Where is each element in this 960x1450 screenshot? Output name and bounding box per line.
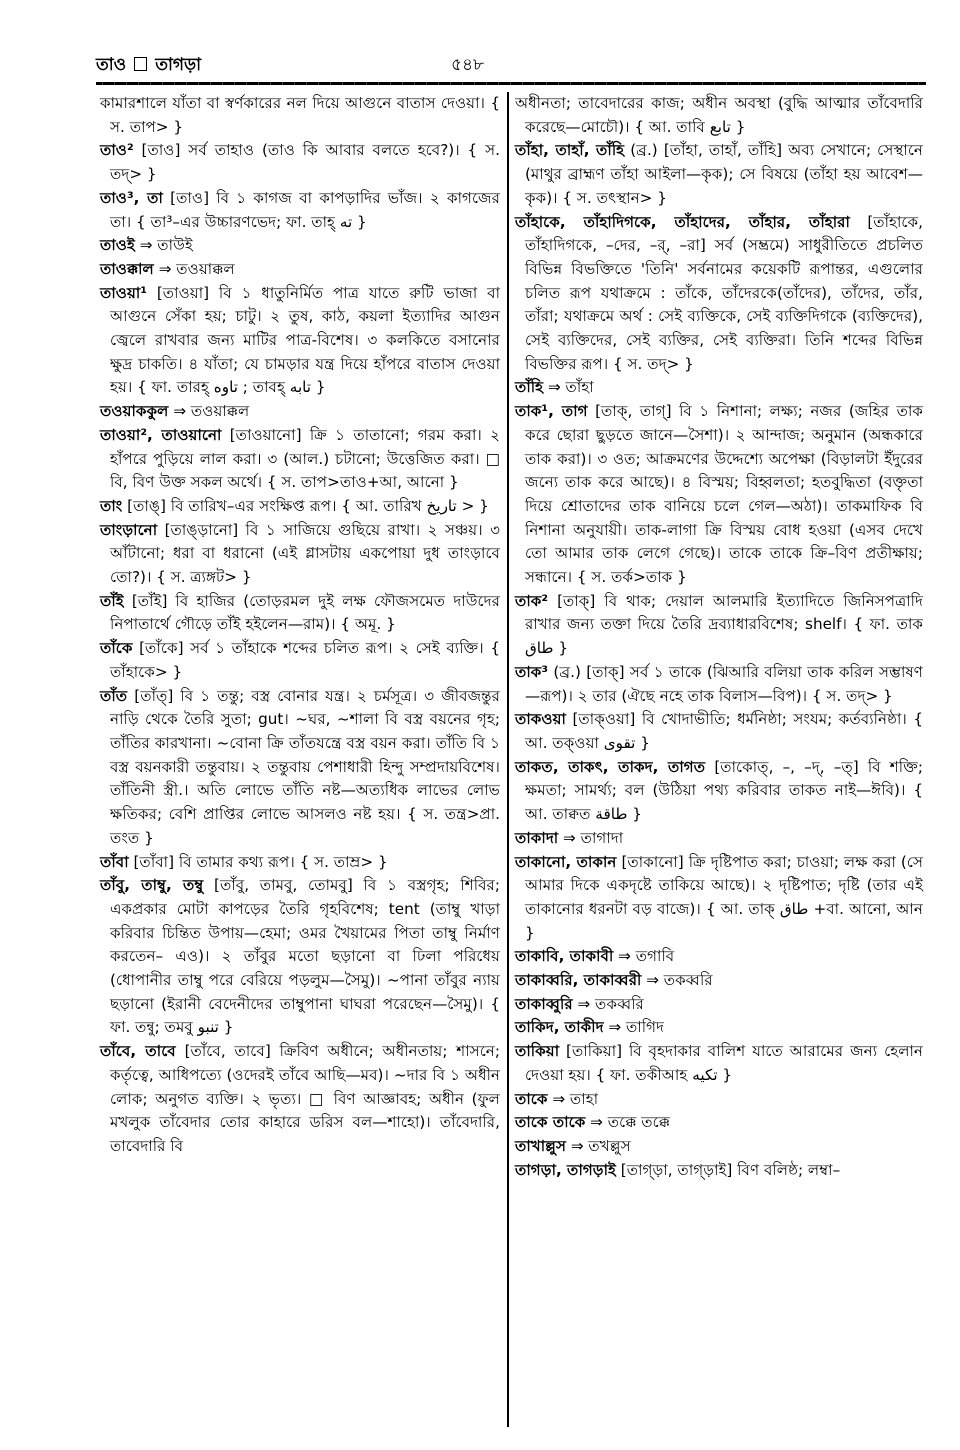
headword: তাওক্কাল [100,259,154,278]
dictionary-entry [100,424,500,495]
dictionary-entry [100,92,500,139]
dictionary-entry [515,851,923,946]
headword: তাকে তাকে [515,1113,586,1132]
entry-definition: অধীনতা; তাবেদারের কাজ; অধীন অবস্থা (বুদ্ধি আত্মার তাঁবেদারি করেছে—মোচৌ)। { আ. তাবি تابع } [515,94,923,136]
entry-definition: ⇒ তাহা [547,1089,599,1108]
square-separator-icon [134,57,147,71]
headword: তাও² [100,141,134,160]
dictionary-entry [515,708,923,755]
entry-definition: ⇒ তওয়াক্কল [168,402,250,421]
dictionary-entry [100,637,500,684]
headword: তাকানো, তাকান [515,852,617,871]
headword: তাঁহাকে, তাঁহাদিগকে, তাঁহাদের, তাঁহার, তাঁহারা [515,212,850,231]
headword: তাক¹, তাগ [515,402,588,421]
headword: তাকে [515,1089,548,1108]
entry-definition: [তাঁকে] সর্ব ১ তাঁহাকে শব্দের চলিত রূপ। ২ সেই ব্যক্তি। { তাঁহাকে> } [110,639,500,681]
entry-definition: ⇒ তকব্বরি [641,971,713,990]
headword: তাগড়া, তাগড়াই [515,1160,616,1179]
headword: তাঁহি [515,378,544,397]
headword: তাঁহা, তাহাঁ, তাঁহি [515,141,625,160]
entry-definition: [তাঁহাকে, তাঁহাদিগকে, –দের, –র্, –রা] সর্ব (সম্ভ্রমে) সাধুরীতিতে প্রচলিত বিভিন্ন বিভক্তিতে 'তিনি' সর্বনামের কয়েকটি রূপান্তর, এগুলোর চলিত রূপ যথাক্রমে : তাঁকে, তাঁদেরকে(তাঁদের), তাঁদের, তাঁর, তাঁরা; যথাক্রমে অর্থ : সেই ব্যক্তিকে, সেই ব্যক্তিদিগকে (ব্যক্তিদের), সেই ব্যক্তিদের, সেই ব্যক্তির, সেই ব্যক্তিরা। তিনি শব্দের বিভিন্ন বিভক্তির রূপ। { স. তদ্> } [525,212,923,373]
entry-definition: [তাকোত্, –, –দ্, –ত্] বি শক্তি; ক্ষমতা; সামর্থ্য; বল (উঠিয়া পথ্য করিবার তাকত নাই—ঈবি)। { আ. তাক্বত طاقة } [525,757,924,824]
entry-definition: ⇒ তাঁহা [543,378,594,397]
dictionary-entry [515,1159,923,1183]
entry-definition: [তাও] বি ১ কাগজ বা কাপড়াদির ভাঁজ। ২ কাগজের তা। { তা³–এর উচ্চারণভেদ; ফা. তাহ্ ته } [110,188,500,231]
dictionary-entry [100,590,500,637]
entry-definition: [তাকিয়া] বি বৃহদাকার বালিশ যাতে আরামের জন্য হেলান দেওয়া হয়। { ফা. তকীআহ تکیه } [525,1042,923,1084]
entry-definition: [তাঁই] বি হাজির (তোড়রমল দুই লক্ষ ফৌজসমেত দাউদের নিপাতার্থে গৌড়ে তাঁই হইলেন—রাম)। { অমূ. } [110,591,500,634]
headword: তাঁবা [100,852,129,871]
entry-definition: ⇒ তক্কে তক্কে [585,1113,670,1132]
dictionary-entry [100,187,500,234]
headword: তাকিদ, তাকীদ [515,1018,604,1037]
left-column [100,92,500,1159]
dictionary-entry [515,376,923,400]
entry-definition: ⇒ তাগিদ [603,1018,665,1037]
entry-definition: [তাঙ্] বি তারিখ–এর সংক্ষিপ্ত রূপ। { আ. তারিখ تاریخ > } [122,496,489,515]
entry-definition: [তাঁবু, তামবু, তোমবু] বি ১ বস্ত্রগৃহ; শিবির; একপ্রকার মোটা কাপড়ের তৈরি গৃহবিশেষ; tent (তাম্বু খাড়া করিবার চিন্তিত উপায়—হেমা; ওমর খৈয়ামের পিতা তাম্বু নির্মাণ করতেন– এও)। ২ তাঁবুর মতো ছড়ানো বা ঢিলা পরিধেয় (ধোপানীর তাম্বু পরে বেরিয়ে পড়লুম—সৈমু)। ~পানা তাঁবুর ন্যায় ছড়ানো (ইরানী বেদেনীদের তাম্বুপানা ঘাঘরা পরেছেন—সৈমু)। { ফা. তন্বু; তমবু تنبو } [110,876,500,1037]
page-number: ৫৪৮ [451,55,485,75]
headword: তাকওয়া [515,710,566,729]
headword: তাও³, তা [100,188,163,207]
entry-definition: [তাক্] বি থাক; দেয়াল আলমারি ইত্যাদিতে জিনিসপত্রাদি রাখার জন্য তক্তা দিয়ে তৈরি দ্রব্যাধারবিশেষ; shelf। { ফা. তাক طاق } [525,591,923,658]
dictionary-entry [100,258,500,282]
dictionary-entry [515,756,923,827]
entry-definition: ⇒ তকব্বরি [572,994,644,1013]
headword: তাক³ [515,662,549,681]
dictionary-entry [100,234,500,258]
dictionary-entry [515,827,923,851]
headword: তাঁকে [100,639,133,658]
entry-definition: [তাঁবা] বি তামার কথ্য রূপ। { স. তাম্র> } [128,852,388,871]
headword: তাঁবে, তাবে [100,1042,176,1061]
page-header [96,52,921,82]
dictionary-entry [515,1040,923,1087]
entry-definition: ⇒ তাগাদা [558,828,624,847]
headword: তাওয়া², তাওয়ানো [100,425,222,444]
headword: তাকাবি, তাকাবী [515,947,614,966]
entry-definition: (ব্র.) [তাক্] সর্ব ১ তাকে (ঝিআরি বলিয়া তাক করিল সম্ভাষণ—রূপ)। ২ তার (ঐছে নহে তাক বিলাস—বিপ)। { স. তদ্> } [525,662,923,705]
entry-definition: [তাওয়া] বি ১ ধাতুনির্মিত পাত্র যাতে রুটি ভাজা বা আগুনে সেঁকা হয়; চাটু। ২ তুষ, কাঠ, কয়লা ইত্যাদির আগুন জ্বেলে রাখবার জন্য মাটির পাত্র-বিশেষ। ৩ কলকিতে বসানোর ক্ষুদ্র চাকতি। ৪ যাঁতা; যে চামড়ার যন্ত্র দিয়ে হাঁপরে বাতাস দেওয়া হয়। { ফা. তারহ্ تاوه ; তাবহ্ تابه } [110,283,500,397]
dictionary-entry [515,945,923,969]
dictionary-entry [100,519,500,590]
dictionary-entry [100,139,500,186]
dictionary-entry [100,874,500,1040]
entry-definition: (ব্র.) [তাঁহা, তাহাঁ, তাঁহি] অব্য সেখানে; সেস্থানে (মাথুর ব্রাহ্মণ তাঁহা আইলা—কৃক); সে বিষয়ে (তাঁহা হয় আবেশ—কৃক)। { স. তৎস্থান> } [525,141,923,207]
headword: তাঁই [100,591,124,610]
headword: তাওয়া¹ [100,283,147,302]
entry-definition: [তাক্ওয়া] বি খোদাভীতি; ধর্মনিষ্ঠা; সংযম; কর্তব্যনিষ্ঠা। { আ. তক্ওয়া تقوی } [525,710,923,752]
headword: তাকত, তাকৎ, তাকদ, তাগত [515,757,706,776]
headword: তাওই [100,236,135,255]
dictionary-entry [515,661,923,708]
entry-definition: ⇒ তাউই [134,236,193,255]
dictionary-entry [100,400,500,424]
entry-definition: [তাঁত্] বি ১ তন্তু; বস্ত্র বোনার যন্ত্র। ২ চর্মসূত্র। ৩ জীবজন্তুর নাড়ি থেকে তৈরি সুতা; gut। ~ঘর, ~শালা বি বস্ত্র বয়নের গৃহ; তাঁতির কারখানা। ~বোনা ক্রি তাঁতযন্ত্রে বস্ত্র বয়ন করা। তাঁতি বি ১ বস্ত্র বয়নকারী তন্তুবায়। ২ তন্তুবায় পেশাধারী হিন্দু সম্প্রদায়বিশেষ। তাঁতিনী স্ত্রী.। অতি লোভে তাঁতি নষ্ট—অত্যধিক লাভের লোভ ক্ষতিকর; বেশি প্রাপ্তির লোভে আসলও নষ্ট হয়। { স. তন্ত্র>প্রা. তংত } [110,686,500,847]
right-column [515,92,923,1182]
column-divider [507,92,509,1427]
entry-definition: [তাকানো] ক্রি দৃষ্টিপাত করা; চাওয়া; লক্ষ করা (সে আমার দিকে একদৃষ্টে তাকিয়ে আছে)। ২ দৃষ্টিপাত; দৃষ্টি (তার এই তাকানোর ধরনটা বড় বাজে)। { আ. তাক্ طاق +বা. আনো, আন } [525,852,923,942]
headword: তাকাব্বরি, তাকাব্বরী [515,971,642,990]
dictionary-entry [515,1016,923,1040]
guide-words [96,52,201,80]
dictionary-entry [100,851,500,875]
headword: তওয়াককুল [100,402,169,421]
entry-definition: ⇒ তখল্লুস [566,1136,631,1155]
dictionary-entry [515,993,923,1017]
entry-definition: [তাঁবে, তাবে] ক্রিবিণ অধীনে; অধীনতায়; শাসনে; কর্তৃত্বে, আধিপত্যে (ওদেরই তাঁবে আছি—মব)। ~দার বি ১ অধীন লোক; অনুগত ব্যক্তি। ২ ভৃত্য। □ বিণ আজ্ঞাবহ; অধীন (ফুল মখলুক তাঁবেদার তোর কাহারে ডরিস বল—শাহো)। তাঁবেদারি, তাবেদারি বি [110,1042,500,1155]
dictionary-entry [515,400,923,590]
entry-definition: [তাওয়ানো] ক্রি ১ তাতানো; গরম করা। ২ হাঁপরে পুড়িয়ে লাল করা। ৩ (আল.) চটানো; উত্তেজিত করা। □ বি, বিণ উক্ত সকল অর্থে। { স. তাপ>তাও+আ, আনো } [110,425,500,492]
dictionary-entry [515,92,923,139]
dictionary-entry [515,211,923,377]
headword: তাক² [515,591,549,610]
dictionary-entry [100,1040,500,1159]
headword: তাং [100,496,123,515]
dictionary-entry [515,139,923,210]
dictionary-entry [515,590,923,661]
dictionary-entry [515,1088,923,1112]
dictionary-entry [100,685,500,851]
headword: তাঁত [100,686,128,705]
entry-definition: [তাও] সর্ব তাহাও (তাও কি আবার বলতে হবে?)। { স. তদ্> } [110,141,500,184]
headword: তাকাব্বুরি [515,994,573,1013]
header-rule [96,82,926,85]
headword: তাকিয়া [515,1042,560,1061]
guide-word-last: তাগড়া [155,55,202,75]
dictionary-entry [515,1135,923,1159]
entry-definition: [তাঙ্ড়ানো] বি ১ সাজিয়ে গুছিয়ে রাখা। ২ সঞ্চয়। ৩ আঁটানো; ধরা বা ধরানো (এই গ্লাসটায় একপোয়া দুধ তাংড়াবে তো?)। { স. ত্র্যঙ্গট> } [110,520,500,587]
entry-definition: ⇒ তগাবি [613,947,675,966]
dictionary-entry [515,969,923,993]
entry-definition: [তাক্, তাগ্] বি ১ নিশানা; লক্ষ্য; নজর (জহির তাক করে ছোরা ছুড়তে জানে—সৈশা)। ২ আন্দাজ; অনুমান (অন্ধকারে তাক করা)। ৩ ওত; আক্রমণের উদ্দেশ্যে অপেক্ষা (বিড়ালটা ইঁদুরের জন্যে তাক করে আছে)। ৪ বিস্ময়; বিহ্বলতা; হতবুদ্ধিতা (বক্তৃতা দিয়ে শ্রোতাদের তাক বানিয়ে চলে গেল—অঠা)। তাকমাফিক বি নিশানা অনুযায়ী। তাক-লাগা ক্রি বিস্ময় বোধ হওয়া (এসব দেখে তো আমার তাক লেগে গেছে)। তাকে তাকে ক্রি–বিণ প্রতীক্ষায়; সন্ধানে। { স. তর্ক>তাক } [525,402,924,587]
dictionary-entry [100,282,500,401]
entry-definition: [তাগ্ড়া, তাগ্ড়াই] বিণ বলিষ্ঠ; লম্বা– [615,1160,841,1179]
entry-definition: কামারশালে যাঁতা বা স্বর্ণকারের নল দিয়ে আগুনে বাতাস দেওয়া। { স. তাপ> } [100,94,500,136]
headword: তাঁবু, তাম্বু, তম্বু [100,876,204,895]
headword: তাকাদা [515,828,559,847]
dictionary-entry [100,495,500,519]
headword: তাখাল্লুস [515,1136,567,1155]
dictionary-entry [515,1111,923,1135]
guide-word-first: তাও [96,55,127,75]
headword: তাংড়ানো [100,520,158,539]
entry-definition: ⇒ তওয়াক্কল [153,259,235,278]
